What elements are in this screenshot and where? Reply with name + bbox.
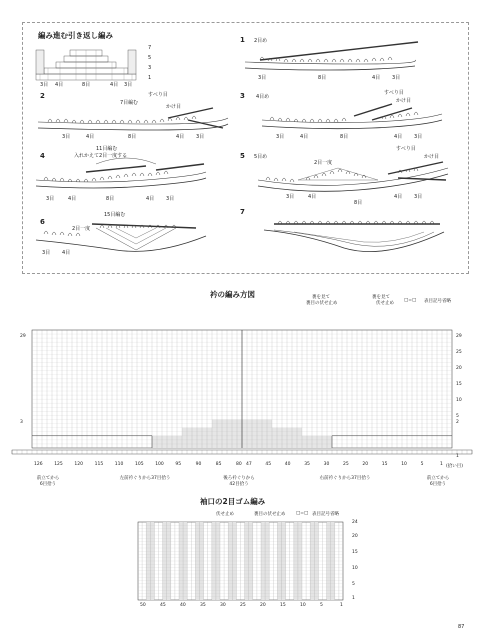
step-number: 6: [40, 218, 45, 226]
x-label: 35: [304, 462, 310, 467]
collar-note: 伏せ止め: [376, 301, 394, 306]
cuff-x-label: 1: [340, 603, 343, 608]
step-count: 8目: [318, 75, 327, 81]
row-label: 29: [20, 334, 26, 339]
cuff-y-label: 10: [352, 566, 358, 571]
y-label: 10: [456, 398, 462, 403]
row-label: 2: [456, 420, 459, 425]
x-label: 10: [401, 462, 407, 467]
cuff-note: 裏目の伏せ止め: [254, 512, 286, 517]
x-label: 20: [362, 462, 369, 467]
step-count: 4目: [300, 134, 309, 140]
step-count: 8目: [106, 196, 115, 202]
cuff-x-label: 15: [280, 603, 286, 608]
cuff-row-label: 24: [352, 520, 358, 525]
cuff-y-label: 1: [352, 596, 355, 601]
cuff-x-label: 50: [140, 603, 146, 608]
x-label: 15: [381, 462, 388, 467]
step-number: 4: [40, 152, 45, 160]
cuff-y-label: 5: [352, 582, 355, 587]
step-1-illustration: [240, 40, 420, 80]
step-count: 3目: [414, 134, 423, 140]
cuff-note: 表目記号省略: [312, 512, 339, 517]
cuff-y-label: 15: [352, 550, 358, 555]
step-count: 3目: [286, 194, 295, 200]
x-label: 105: [135, 462, 144, 467]
cuff-x-label: 40: [180, 603, 186, 608]
step-count: 4目: [68, 196, 77, 202]
mini-count: 3目: [40, 82, 49, 88]
step-count: 4目: [146, 196, 155, 202]
row-label: 29: [456, 334, 462, 339]
collar-footer: 前立てから 6目拾う: [36, 476, 60, 487]
cuff-x-label: 35: [200, 603, 206, 608]
step-number: 2: [40, 92, 45, 100]
collar-footer: 右前衿ぐりから37目拾う: [319, 476, 371, 481]
cuff-grid: [138, 522, 348, 602]
cuff-x-label: 30: [220, 603, 226, 608]
collar-grid: [32, 330, 452, 470]
step-number: 3: [240, 92, 245, 100]
y-label: 5: [456, 414, 459, 419]
step-7-illustration: [264, 212, 444, 262]
cuff-legend: □=□: [296, 511, 309, 516]
step-count: 3目: [166, 196, 175, 202]
collar-note: 裏を見て: [372, 295, 390, 300]
cuff-x-label: 45: [160, 603, 166, 608]
callout: かけ目: [396, 98, 412, 104]
callout: 入れかえて2目一度する: [74, 153, 128, 159]
row-label: 1: [456, 454, 459, 459]
collar-title: 衿の編み方図: [210, 290, 255, 299]
page-number: 87: [458, 624, 465, 630]
row-label: 3: [20, 420, 23, 425]
callout: 2目一度: [72, 226, 91, 232]
step-count: 8目: [340, 134, 349, 140]
cuff-y-label: 20: [352, 534, 358, 539]
x-label: 25: [343, 462, 349, 467]
step-count: 3目: [392, 75, 401, 81]
callout: すべり目: [148, 92, 168, 98]
step-count: 3目: [46, 196, 55, 202]
x-label: 120: [74, 462, 83, 467]
cuff-x-label: 5: [320, 603, 323, 608]
x-label: 80: [236, 462, 242, 467]
collar-note: 裏目の伏せ止め: [306, 301, 338, 306]
step-count: 3目: [276, 134, 285, 140]
x-label: 110: [114, 462, 124, 467]
y-label: 15: [456, 382, 462, 387]
x-label: 30: [323, 462, 330, 467]
callout: 11目編む: [96, 146, 118, 152]
collar-footer: 前立てから 6目拾う: [426, 476, 450, 487]
mini-row-1: 1: [148, 75, 152, 81]
step-number: 1: [240, 36, 245, 44]
x-label: 40: [284, 462, 291, 467]
step-4-illustration: [36, 156, 206, 202]
y-label: 20: [456, 366, 462, 371]
step-count: 4目: [394, 194, 403, 200]
step-number: 5: [240, 152, 245, 160]
x-label: 90: [195, 462, 202, 467]
step-caption: 2目め: [254, 38, 268, 44]
callout: かけ目: [166, 104, 182, 110]
collar-footer: 左前衿ぐりから37目拾う: [119, 476, 171, 481]
callout: 15目編む: [104, 212, 126, 218]
x-label: 100: [155, 462, 164, 467]
x-label: 85: [215, 462, 222, 467]
x-label: 125: [54, 462, 63, 467]
pickup-label: (拾い目): [446, 464, 464, 469]
cuff-note: 伏せ止め: [216, 512, 234, 517]
collar-note: 表目記号省略: [424, 299, 451, 304]
mini-count: 4目: [55, 82, 64, 88]
y-label: 25: [456, 350, 462, 355]
cuff-title: 袖口の2目ゴム編み: [200, 497, 266, 506]
x-label: 45: [265, 462, 272, 467]
callout: すべり目: [396, 146, 416, 152]
x-label: 5: [420, 462, 424, 467]
step-count: 4目: [86, 134, 95, 140]
mini-row-3: 3: [148, 65, 152, 71]
collar-note: 裏を見て: [312, 295, 330, 300]
collar-footer: 後ろ衿ぐりから 42目拾う: [223, 476, 255, 487]
x-label: 47: [246, 462, 252, 467]
x-label: 115: [94, 462, 104, 467]
callout: かけ目: [424, 154, 440, 160]
step-count: 3目: [196, 134, 205, 140]
callout: 2目一度: [314, 160, 333, 166]
step-count: 3目: [414, 194, 423, 200]
mini-count: 8目: [82, 82, 91, 88]
step-number: 7: [240, 208, 245, 216]
step-caption: 5目め: [254, 154, 268, 160]
callout: すべり目: [384, 90, 404, 96]
step-count: 4目: [372, 75, 381, 81]
technique-title: 編み進む引き返し編み: [38, 31, 113, 40]
step-count: 8目: [128, 134, 137, 140]
step-count: 8目: [354, 200, 363, 206]
cuff-x-label: 10: [300, 603, 306, 608]
step-count: 4目: [394, 134, 403, 140]
cuff-x-label: 25: [240, 603, 246, 608]
collar-legend: □=□: [404, 298, 417, 303]
x-label: 95: [175, 462, 182, 467]
mini-row-7: 7: [148, 45, 152, 51]
step-count: 4目: [176, 134, 185, 140]
x-label: 126: [34, 462, 43, 467]
step-caption: 4目め: [256, 94, 270, 100]
mini-count: 4目: [110, 82, 119, 88]
cuff-x-label: 20: [260, 603, 266, 608]
step-count: 3目: [258, 75, 267, 81]
x-label: 1: [440, 462, 443, 467]
step-count: 4目: [62, 250, 71, 256]
callout: 7目編む: [120, 100, 139, 106]
mini-row-5: 5: [148, 55, 152, 61]
mini-count: 3目: [124, 82, 133, 88]
step-count: 3目: [42, 250, 51, 256]
step-count: 3目: [62, 134, 71, 140]
step-count: 4目: [308, 194, 317, 200]
